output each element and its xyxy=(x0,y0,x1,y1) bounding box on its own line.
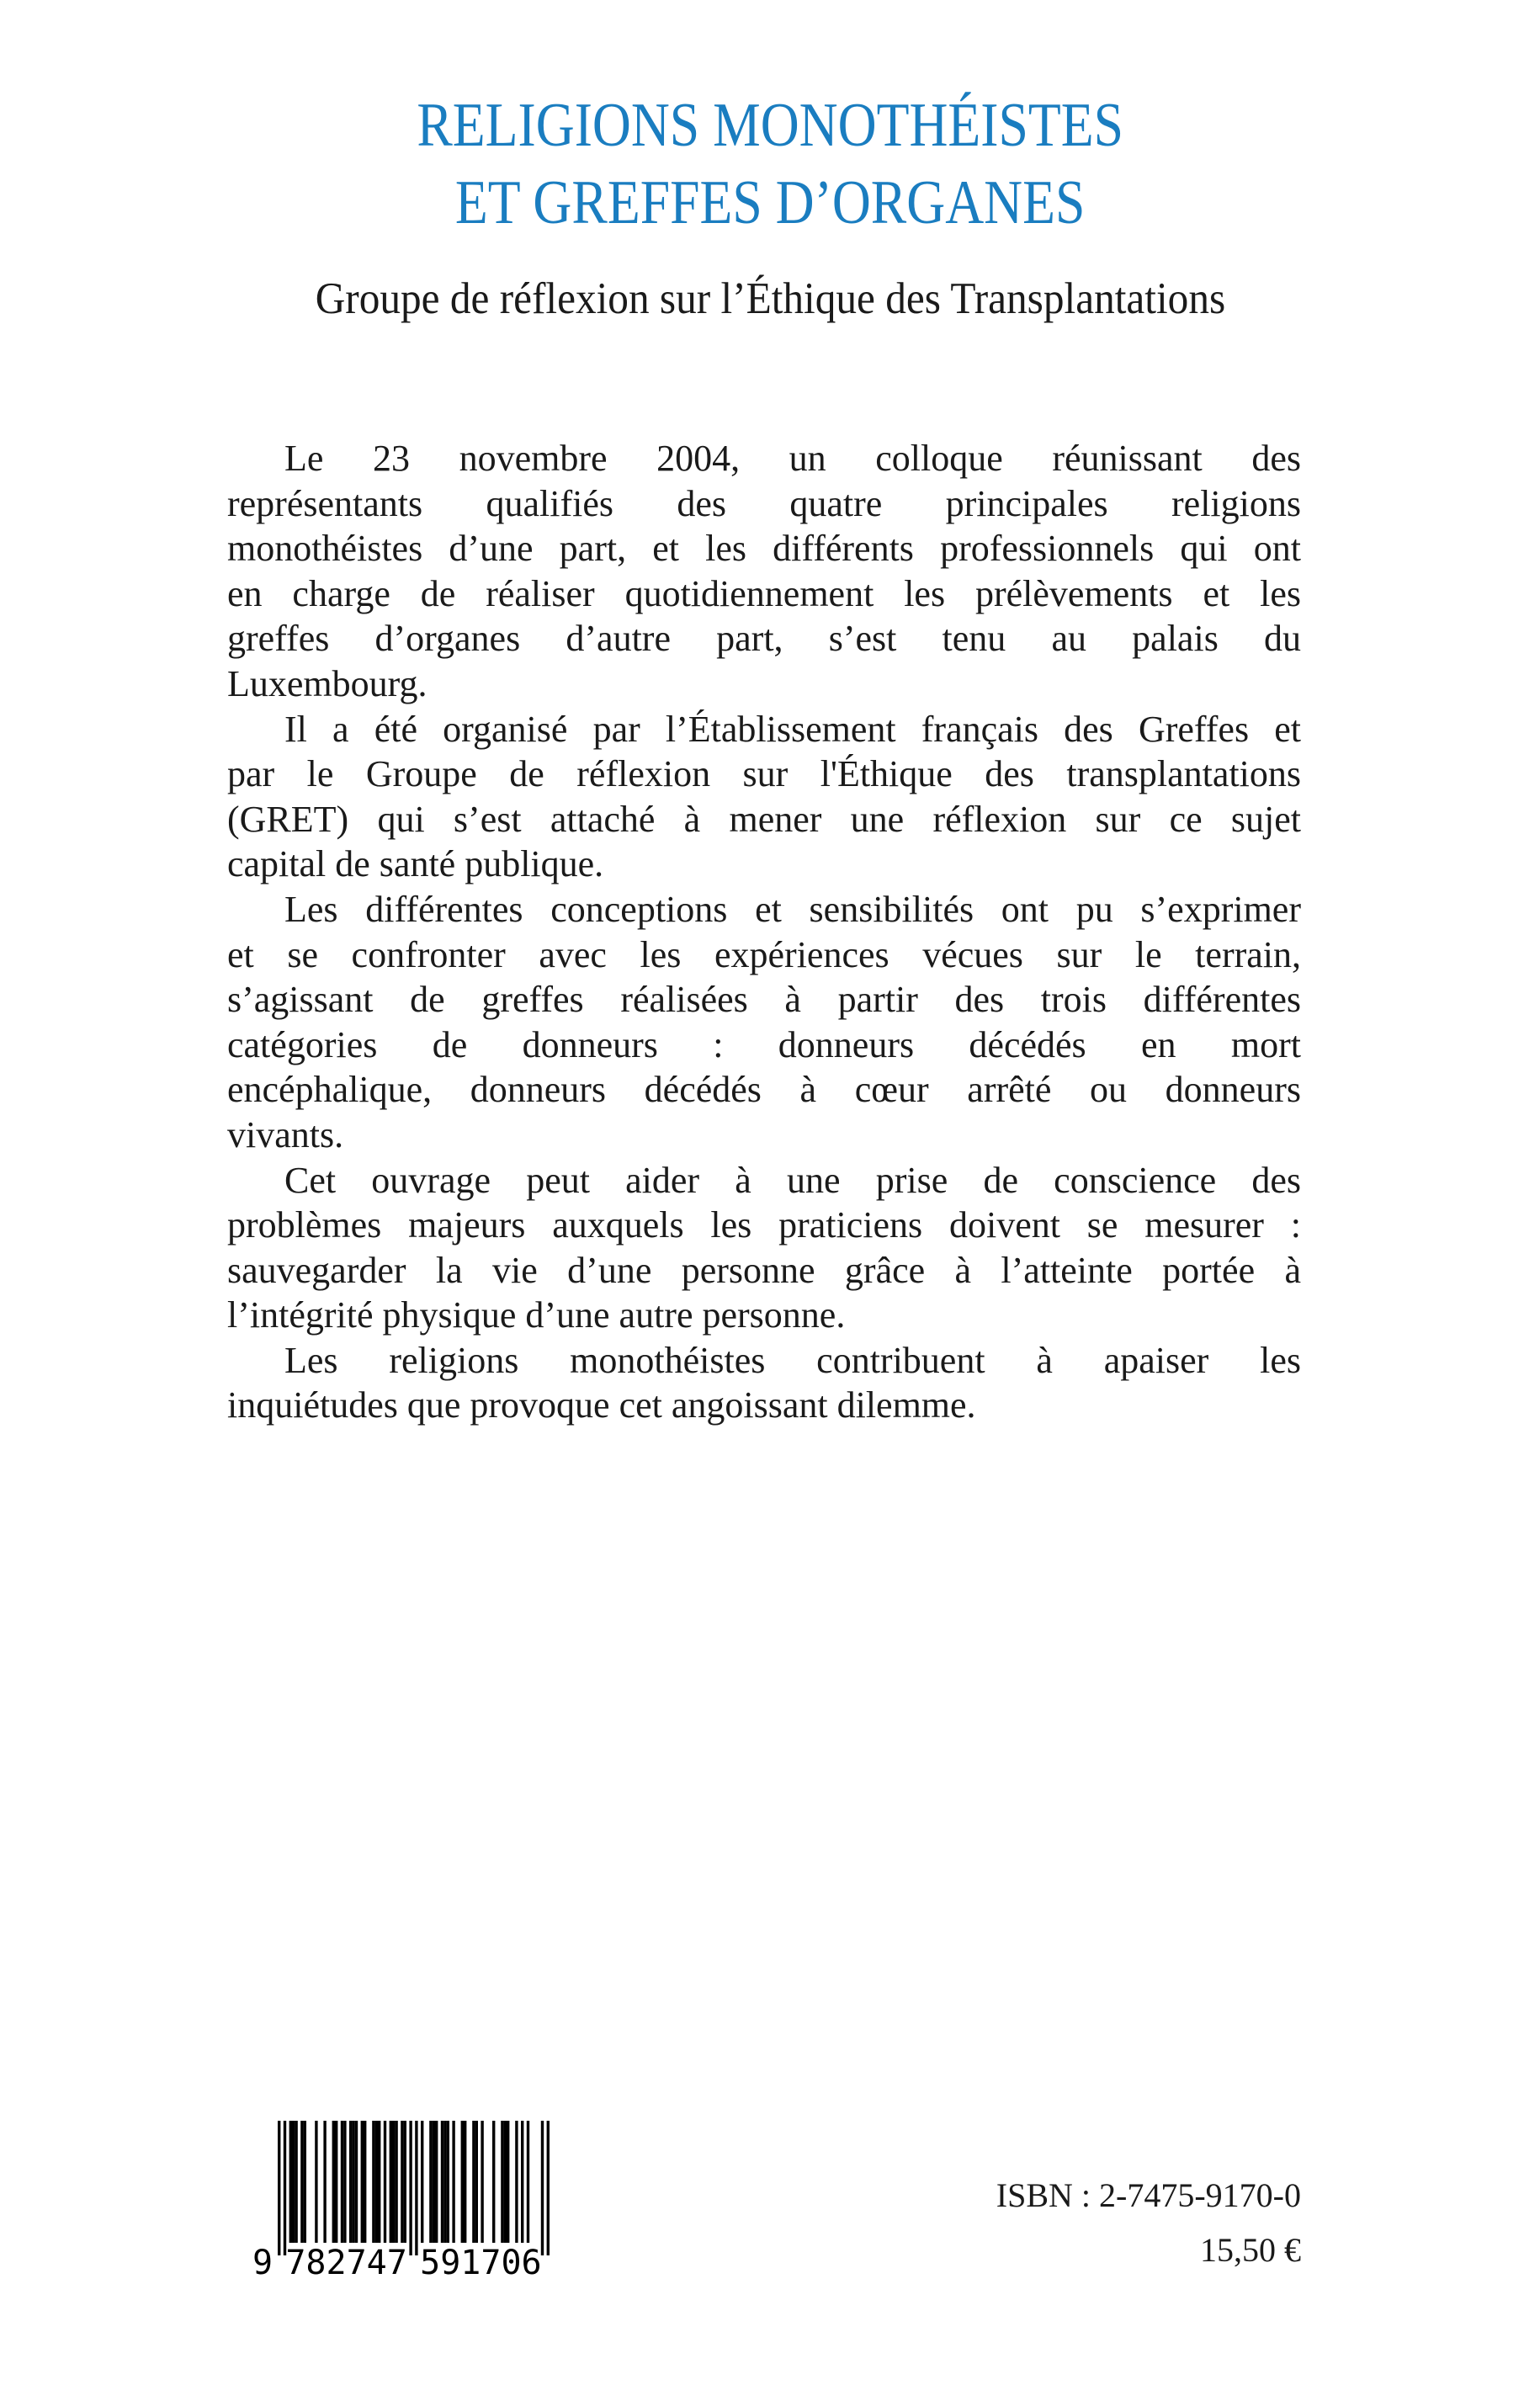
barcode-bar xyxy=(284,2121,286,2255)
barcode-bar xyxy=(433,2121,435,2243)
barcode-bar xyxy=(315,2121,317,2243)
barcode-bar xyxy=(323,2121,326,2243)
paragraph-line: Cet ouvrage peut aider à une prise de conscience des xyxy=(284,1159,1301,1201)
paragraph-line: encéphalique, donneurs décédés à cœur arrêté ou donneurs xyxy=(227,1069,1301,1111)
barcode-bar xyxy=(447,2121,449,2243)
barcode-bar xyxy=(392,2121,395,2243)
paragraph-line: catégories de donneurs : donneurs décédés en mort xyxy=(227,1023,1301,1065)
book-title-line-2 xyxy=(0,168,1540,237)
paragraph-line: en charge de réaliser quotidiennement les prélèvements et les xyxy=(227,572,1301,614)
barcode-bar xyxy=(335,2121,337,2243)
barcode-digits: 782747 xyxy=(285,2244,407,2281)
paragraph-line: inquiétudes que provoque cet angoissant dilemme. xyxy=(227,1384,976,1426)
isbn-barcode xyxy=(252,2121,606,2281)
barcode-bar xyxy=(295,2121,297,2243)
barcode-bar xyxy=(401,2121,403,2243)
barcode-bar xyxy=(355,2121,358,2243)
barcode-bar xyxy=(415,2121,417,2255)
barcode-bar xyxy=(278,2121,280,2255)
barcode-digits: 591706 xyxy=(420,2244,542,2281)
paragraph-line: par le Groupe de réflexion sur l'Éthique des transplantations xyxy=(227,753,1301,795)
barcode-bar xyxy=(404,2121,406,2243)
barcode-bar xyxy=(475,2121,478,2243)
barcode-bar xyxy=(472,2121,475,2243)
barcode-bar xyxy=(547,2121,550,2255)
barcode-bar xyxy=(343,2121,346,2243)
barcode-bar xyxy=(429,2121,432,2243)
paragraph-line: vivants. xyxy=(227,1113,344,1155)
barcode-bar xyxy=(352,2121,354,2243)
barcode-bar xyxy=(521,2121,523,2243)
barcode-bar xyxy=(361,2121,364,2243)
barcode-bar xyxy=(341,2121,343,2243)
paragraph-line: représentants qualifiés des quatre principales religions xyxy=(227,482,1301,524)
paragraph-line: (GRET) qui s’est attaché à mener une réflexion sur ce sujet xyxy=(227,798,1301,840)
barcode-bar xyxy=(304,2121,306,2243)
paragraph xyxy=(227,707,1301,887)
paragraph-line: s’agissant de greffes réalisées à partir des trois différentes xyxy=(227,979,1301,1021)
barcode-bar xyxy=(541,2121,544,2255)
paragraph-line: greffes d’organes d’autre part, s’est tenu au palais du xyxy=(227,618,1301,660)
paragraph-line: capital de santé publique. xyxy=(227,843,604,885)
paragraph xyxy=(227,887,1301,1158)
paragraph xyxy=(227,436,1301,707)
barcode-bar xyxy=(507,2121,509,2243)
paragraph-line: Les différentes conceptions et sensibilités ont pu s’exprimer xyxy=(284,888,1301,930)
paragraph-line: problèmes majeurs auxquels les praticiens doivent se mesurer : xyxy=(227,1204,1301,1246)
barcode-bar xyxy=(435,2121,438,2243)
barcode-bar xyxy=(289,2121,292,2243)
paragraph-line: Le 23 novembre 2004, un colloque réunissant des xyxy=(284,438,1301,479)
barcode-bar xyxy=(452,2121,454,2243)
barcode-bar xyxy=(504,2121,507,2243)
paragraph-line: monothéistes d’une part, et les différents professionnels qui ont xyxy=(227,528,1301,570)
back-cover-summary xyxy=(227,436,1301,1428)
barcode-bar xyxy=(384,2121,386,2243)
paragraph-line: Luxembourg. xyxy=(227,662,427,704)
barcode-bar xyxy=(364,2121,366,2243)
paragraph xyxy=(227,1338,1301,1428)
barcode-bar xyxy=(292,2121,295,2243)
paragraph-line: Les religions monothéistes contribuent à apaiser les xyxy=(284,1339,1301,1381)
barcode-bar xyxy=(300,2121,303,2243)
title-text: RELIGIONS MONOTHÉISTES xyxy=(417,91,1123,160)
barcode-bar xyxy=(461,2121,464,2243)
paragraph-line: Il a été organisé par l’Établissement français des Greffes et xyxy=(284,708,1301,750)
barcode-bar xyxy=(441,2121,443,2243)
barcode-bar xyxy=(378,2121,380,2243)
book-title-line-1 xyxy=(0,91,1540,160)
barcode-bar xyxy=(501,2121,503,2243)
barcode-bar xyxy=(409,2121,412,2255)
price: 15,50 € xyxy=(1200,2231,1301,2269)
paragraph-line: l’intégrité physique d’une autre personne. xyxy=(227,1294,846,1336)
barcode-bar xyxy=(492,2121,495,2243)
barcode-bar xyxy=(421,2121,423,2243)
barcode-bar xyxy=(481,2121,483,2243)
barcode-bar xyxy=(515,2121,518,2243)
barcode-bar xyxy=(443,2121,446,2243)
paragraph-line: sauvegarder la vie d’une personne grâce à l’atteinte portée à xyxy=(227,1249,1301,1291)
barcode-bar xyxy=(390,2121,392,2243)
barcode-bar xyxy=(464,2121,466,2243)
title-text: ET GREFFES D’ORGANES xyxy=(454,168,1086,237)
paragraph xyxy=(227,1158,1301,1338)
barcode-bar xyxy=(372,2121,374,2243)
barcode-digits: 9 xyxy=(252,2244,273,2281)
subtitle xyxy=(0,274,1540,324)
barcode-bar xyxy=(349,2121,352,2243)
isbn-number: ISBN : 2-7475-9170-0 xyxy=(996,2176,1301,2214)
barcode-bar xyxy=(332,2121,335,2243)
barcode-bar xyxy=(375,2121,378,2243)
paragraph-line: et se confronter avec les expériences vécues sur le terrain, xyxy=(227,933,1301,975)
subtitle-text: Groupe de réflexion sur l’Éthique des Transplantations xyxy=(315,274,1225,323)
barcode-bar xyxy=(527,2121,529,2243)
barcode-bar xyxy=(395,2121,397,2243)
